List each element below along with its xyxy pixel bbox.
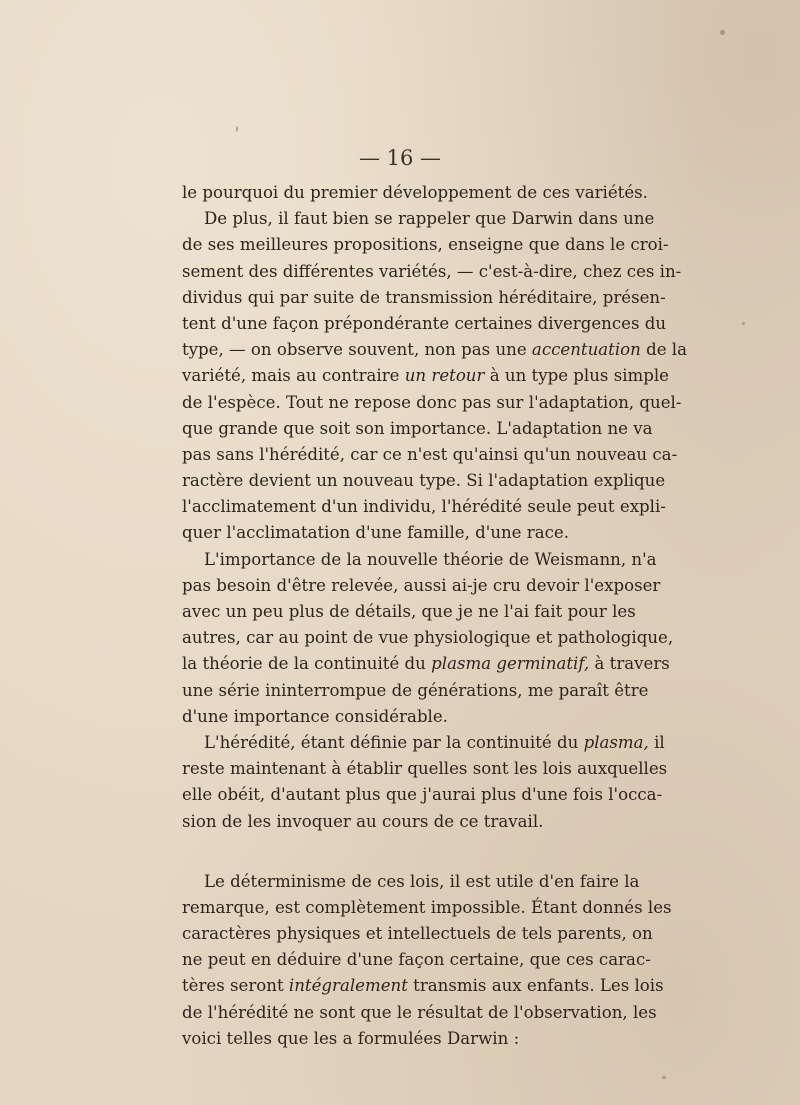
text-line: de ses meilleures propositions, enseigne que dans le croi- [182,235,669,255]
text-line: remarque, est complètement impossible. Étant donnés les [182,897,672,917]
text-line: L'importance de la nouvelle théorie de Weismann, n'a [204,549,657,569]
text-run: variété, mais au contraire [182,366,405,386]
paragraph [182,547,674,730]
body-text [182,180,688,1052]
text-line: une série ininterrompue de générations, me paraît être [182,680,649,700]
text-line: Le déterminisme de ces lois, il est utile d'en faire la [204,871,640,891]
text-run: type, — on observe souvent, non pas une [182,340,532,360]
text-line: de l'hérédité ne sont que le résultat de l'observation, les [182,1002,657,1022]
text-line: de l'espèce. Tout ne repose donc pas sur l'adaptation, quel- [182,392,682,412]
text-line: tent d'une façon prépondérante certaines divergences du [182,313,667,333]
paragraph [182,730,668,835]
paragraph [182,869,672,1052]
italic-term: intégralement [288,976,408,996]
italic-term: plasma germinatif, [431,654,590,674]
paper-speck [742,322,745,325]
text-run: de la [640,340,688,360]
text-run: à travers [589,654,670,674]
text-line: l'acclimatement d'un individu, l'hérédité seule peut expli- [182,497,666,517]
text-line [182,973,664,999]
text-line: ne peut en déduire d'une façon certaine, que ces carac- [182,950,651,970]
section-gap [182,835,630,869]
text-line: le pourquoi du premier développement de ces variétés. [182,183,648,202]
text-line [182,337,688,363]
text-line: reste maintenant à établir quelles sont les lois auxquelles [182,759,668,779]
text-run: transmis aux enfants. Les lois [407,976,664,996]
text-line: quer l'acclimatation d'une famille, d'une race. [182,523,569,543]
text-run: à un type plus simple [484,366,670,386]
text-line: avec un peu plus de détails, que je ne l'ai fait pour les [182,602,636,621]
text-line: pas besoin d'être relevée, aussi ai-je cru devoir l'exposer [182,575,661,595]
text-run: tères seront [182,976,289,996]
text-line [182,730,665,756]
text-line: pas sans l'hérédité, car ce n'est qu'ainsi qu'un nouveau ca- [182,444,678,464]
text-line [182,363,670,389]
text-line [182,651,670,677]
paper-speck [662,1076,666,1079]
text-line: De plus, il faut bien se rappeler que Darwin dans une [204,209,655,229]
text-line: ractère devient un nouveau type. Si l'adaptation explique [182,471,666,491]
text-line: caractères physiques et intellectuels de tels parents, on [182,924,653,944]
italic-term: un retour [404,366,485,386]
text-run: la théorie de la continuité du [182,654,432,674]
italic-term: plasma, [583,732,649,752]
text-run: il [648,732,665,752]
paragraph [182,180,648,206]
text-line: que grande que soit son importance. L'adaptation ne va [182,418,653,438]
text-run: L'hérédité, étant définie par la continuité du [204,732,584,752]
text-line: elle obéit, d'autant plus que j'aurai plus d'une fois l'occa- [182,785,663,805]
text-line: autres, car au point de vue physiologique et pathologique, [182,628,674,648]
text-line: d'une importance considérable. [182,706,448,726]
text-line: sement des différentes variétés, — c'est-à-dire, chez ces in- [182,261,682,281]
italic-term: accentuation [531,340,641,360]
page-number: — 16 — [358,146,442,170]
text-line: dividus qui par suite de transmission héréditaire, présen- [182,287,666,307]
text-line: sion de les invoquer au cours de ce travail. [182,811,544,831]
text-line: voici telles que les a formulées Darwin : [182,1028,520,1048]
paper-speck [720,30,725,35]
paper-speck [236,126,238,132]
paragraph [182,206,688,546]
